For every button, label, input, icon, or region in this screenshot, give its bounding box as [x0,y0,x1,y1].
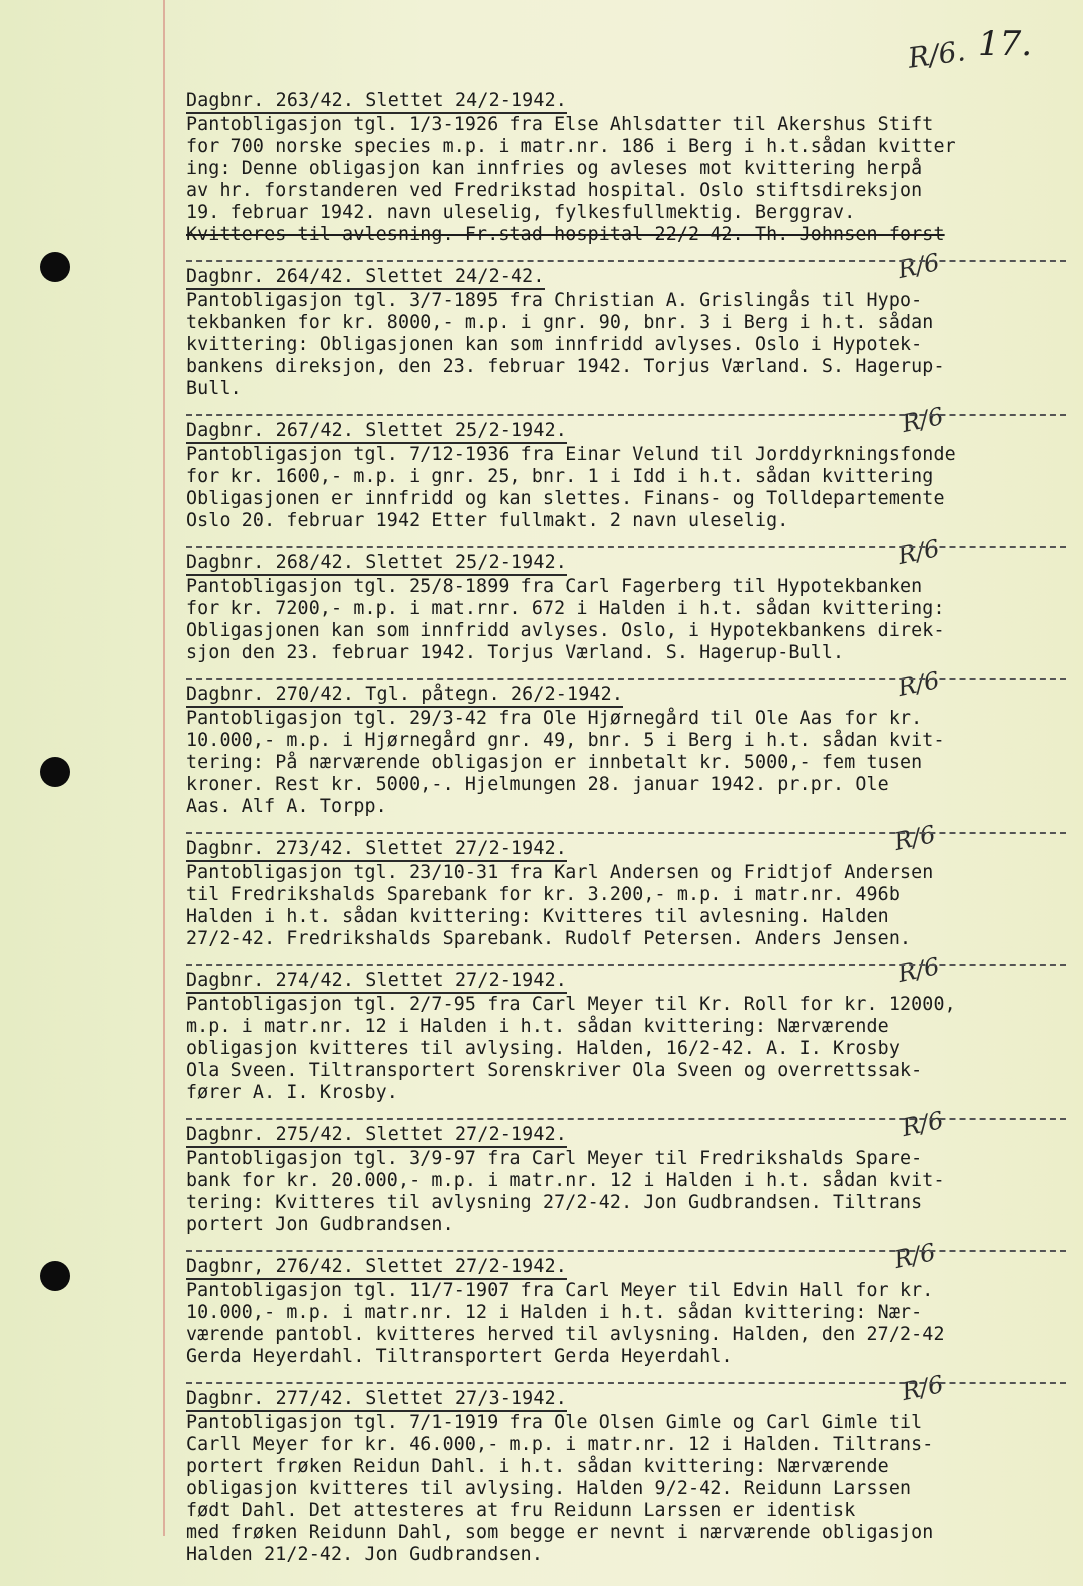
entry-body [186,708,1070,818]
entry-line: m.p. i matr.nr. 12 i Halden i h.t. sådan kvittering: Nærværende [186,1016,889,1037]
register-entry [186,1369,1070,1566]
entry-line: bank for kr. 20.000,- m.p. i matr.nr. 12 i Halden i h.t. sådan kvit- [186,1170,945,1191]
register-entry [186,247,1070,400]
entry-body [186,114,1070,246]
entry-line: Pantobligasjon tgl. 1/3-1926 fra Else Ahlsdatter til Akershus Stift [186,114,934,135]
entry-line: Pantobligasjon tgl. 7/1-1919 fra Ole Olsen Gimle og Carl Gimle til [186,1412,923,1433]
entry-line: for kr. 7200,- m.p. i mat.rnr. 672 i Halden i h.t. sådan kvittering: [186,598,945,619]
entry-line: kvittering: Obligasjonen kan som innfridd avlyses. Oslo i Hypotek- [186,334,923,355]
entry-line: til Fredrikshalds Sparebank for kr. 3.200,- m.p. i matr.nr. 496b [186,884,900,905]
entry-separator [186,964,1066,966]
register-entry [186,401,1070,532]
entry-line: portert frøken Reidun Dahl. i h.t. sådan kvittering: Nærværende [186,1456,889,1477]
entry-line: 10.000,- m.p. i Hjørnegård gnr. 49, bnr. 5 i Berg i h.t. sådan kvit- [186,730,945,751]
entry-line: fører A. I. Krosby. [186,1082,398,1103]
entry-initials: R/6 [899,1105,946,1143]
entry-separator [186,832,1066,834]
entry-line: Pantobligasjon tgl. 3/9-97 fra Carl Meyer til Fredrikshalds Spare- [186,1148,923,1169]
entry-header-text: Dagbnr, 276/42. Slettet 27/2-1942. [186,1256,567,1280]
entry-line: for kr. 1600,- m.p. i gnr. 25, bnr. 1 i Idd i h.t. sådan kvittering [186,466,934,487]
entry-header-text: Dagbnr. 274/42. Slettet 27/2-1942. [186,970,567,994]
entry-line: Pantobligasjon tgl. 25/8-1899 fra Carl Fagerberg til Hypotekbanken [186,576,923,597]
entry-line: Pantobligasjon tgl. 11/7-1907 fra Carl Meyer til Edvin Hall for kr. [186,1280,934,1301]
register-entry [186,819,1070,950]
entry-header-text: Dagbnr. 273/42. Slettet 27/2-1942. [186,838,567,862]
entry-line: Halden i h.t. sådan kvittering: Kvitteres til avlesning. Halden [186,906,889,927]
register-entry [186,665,1070,818]
entry-line: Aas. Alf A. Torpp. [186,796,387,817]
entry-line: av hr. forstanderen ved Fredrikstad hospital. Oslo stiftsdireksjon [186,180,923,201]
register-entry [186,1237,1070,1368]
entry-separator [186,546,1066,548]
entry-line: Obligasjonen er innfridd og kan slettes. Finans- og Tolldepartemente [186,488,945,509]
entry-line: 10.000,- m.p. i matr.nr. 12 i Halden i h.t. sådan kvittering: Nær- [186,1302,923,1323]
entry-separator [186,414,1066,416]
entry-separator [186,1250,1066,1252]
register-entry [186,90,1070,246]
register-entry [186,951,1070,1104]
entry-separator [186,260,1066,262]
entry-initials: R/6 [891,819,938,857]
entry-body [186,1148,1070,1236]
entry-line: Pantobligasjon tgl. 3/7-1895 fra Christian A. Grislingås til Hypo- [186,290,923,311]
entry-header-text: Dagbnr. 267/42. Slettet 25/2-1942. [186,420,567,444]
entry-line: Ola Sveen. Tiltransportert Sorenskriver Ola Sveen og overrettssak- [186,1060,923,1081]
register-entry [186,1105,1070,1236]
entry-line: 19. februar 1942. navn uleselig, fylkesfullmektig. Berggrav. [186,202,856,223]
entry-line: ing: Denne obligasjon kan innfries og avleses mot kvittering herpå [186,158,923,179]
entry-header [186,1237,1070,1280]
entry-line: Bull. [186,378,242,399]
entry-line: for 700 norske species m.p. i matr.nr. 186 i Berg i h.t.sådan kvitter [186,136,956,157]
entry-header [186,247,1070,290]
register-entry [186,533,1070,664]
page-handwritten-mark: R/6. [905,34,968,75]
entry-header [186,1105,1070,1148]
page-number: 17. [978,24,1033,64]
entry-header [186,819,1070,862]
entry-header [186,90,1070,114]
entry-line: værende pantobl. kvitteres herved til avlysning. Halden, den 27/2-42 [186,1324,945,1345]
register-entries [186,90,1070,1586]
entry-line: Halden 21/2-42. Jon Gudbrandsen. [186,1544,543,1565]
entry-line: 27/2-42. Fredrikshalds Sparebank. Rudolf Petersen. Anders Jensen. [186,928,912,949]
entry-initials: R/6 [895,247,942,285]
entry-line: Pantobligasjon tgl. 7/12-1936 fra Einar Velund til Jorddyrkningsfonde [186,444,956,465]
entry-line: Kvitteres til avlesning. Fr.stad hospital 22/2-42. Th. Johnsen forst [186,224,945,245]
entry-line: tering: På nærværende obligasjon er innbetalt kr. 5000,- fem tusen [186,752,923,773]
entry-header-text: Dagbnr. 277/42. Slettet 27/3-1942. [186,1388,567,1412]
entry-body [186,994,1070,1104]
entry-initials: R/6 [895,665,942,703]
entry-line: kroner. Rest kr. 5000,-. Hjelmungen 28. januar 1942. pr.pr. Ole [186,774,889,795]
entry-initials: R/6 [895,533,942,571]
binder-hole [40,757,70,787]
entry-header [186,533,1070,576]
entry-body [186,862,1070,950]
entry-line: Gerda Heyerdahl. Tiltransportert Gerda Heyerdahl. [186,1346,733,1367]
binder-hole [40,252,70,282]
entry-header-text: Dagbnr. 268/42. Slettet 25/2-1942. [186,552,567,576]
margin-rule [163,0,165,1536]
entry-header-text: Dagbnr. 275/42. Slettet 27/2-1942. [186,1124,567,1148]
entry-separator [186,1382,1066,1384]
entry-line: Pantobligasjon tgl. 2/7-95 fra Carl Meyer til Kr. Roll for kr. 12000, [186,994,956,1015]
entry-header-text: Dagbnr. 270/42. Tgl. påtegn. 26/2-1942. [186,684,623,708]
entry-initials: R/6 [899,401,946,439]
entry-line: bankens direksjon, den 23. februar 1942. Torjus Værland. S. Hagerup- [186,356,945,377]
entry-line: Obligasjonen kan som innfridd avlyses. Oslo, i Hypotekbankens direk- [186,620,945,641]
entry-initials: R/6 [895,951,942,989]
entry-body [186,444,1070,532]
entry-body [186,290,1070,400]
entry-line: med frøken Reidunn Dahl, som begge er nevnt i nærværende obligasjon [186,1522,934,1543]
entry-line: Pantobligasjon tgl. 29/3-42 fra Ole Hjørnegård til Ole Aas for kr. [186,708,923,729]
entry-line: født Dahl. Det attesteres at fru Reidunn Larssen er identisk [186,1500,856,1521]
entry-header-text: Dagbnr. 263/42. Slettet 24/2-1942. [186,90,567,114]
binder-hole [40,1261,70,1291]
entry-line: sjon den 23. februar 1942. Torjus Værland. S. Hagerup-Bull. [186,642,845,663]
entry-body [186,1412,1070,1566]
entry-body [186,576,1070,664]
entry-header [186,665,1070,708]
entry-header [186,951,1070,994]
entry-line: obligasjon kvitteres til avlysing. Halden, 16/2-42. A. I. Krosby [186,1038,900,1059]
entry-separator [186,678,1066,680]
entry-line: Pantobligasjon tgl. 23/10-31 fra Karl Andersen og Fridtjof Andersen [186,862,934,883]
entry-line: portert Jon Gudbrandsen. [186,1214,454,1235]
entry-line: tekbanken for kr. 8000,- m.p. i gnr. 90, bnr. 3 i Berg i h.t. sådan [186,312,934,333]
entry-body [186,1280,1070,1368]
entry-line: Carll Meyer for kr. 46.000,- m.p. i matr.nr. 12 i Halden. Tiltrans- [186,1434,934,1455]
entry-separator [186,1118,1066,1120]
entry-initials: R/6 [891,1237,938,1275]
entry-line: tering: Kvitteres til avlysning 27/2-42. Jon Gudbrandsen. Tiltrans [186,1192,923,1213]
entry-header-text: Dagbnr. 264/42. Slettet 24/2-42. [186,266,545,290]
entry-line: Oslo 20. februar 1942 Etter fullmakt. 2 navn uleselig. [186,510,789,531]
entry-header [186,401,1070,444]
entry-header [186,1369,1070,1412]
entry-line: obligasjon kvitteres til avlysing. Halden 9/2-42. Reidunn Larssen [186,1478,912,1499]
entry-initials: R/6 [899,1369,946,1407]
